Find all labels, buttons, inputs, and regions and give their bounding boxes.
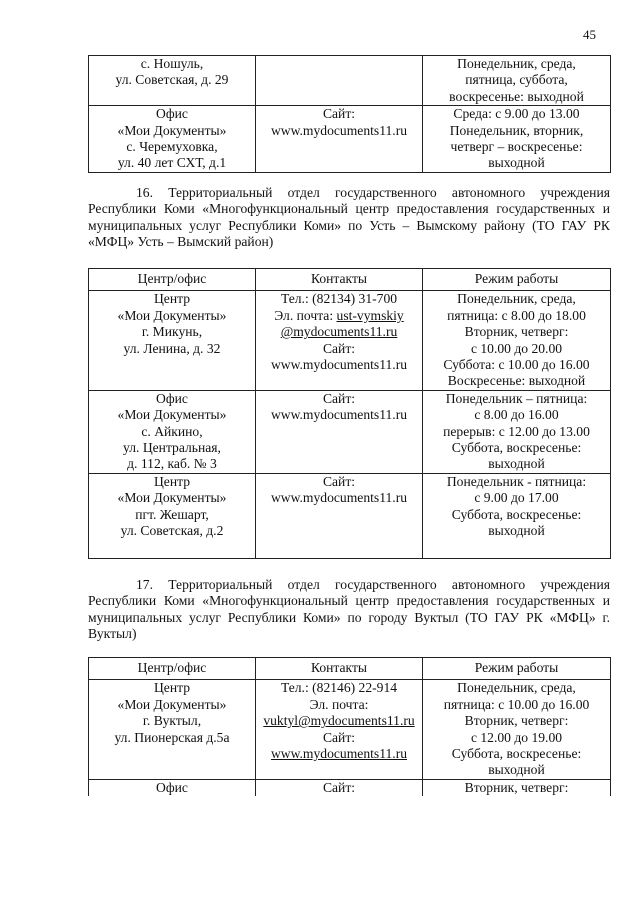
office-line: «Мои Документы» xyxy=(117,307,227,323)
contacts-line: Эл. почта: xyxy=(309,696,369,712)
office-line: Центр xyxy=(153,473,191,489)
hours-line: перерыв: с 12.00 до 13.00 xyxy=(443,423,590,439)
hours-line: Понедельник, среда, xyxy=(457,680,576,696)
page-number: 45 xyxy=(583,27,596,42)
office-line: с. Айкино, xyxy=(141,423,203,439)
office-line: г. Микунь, xyxy=(141,324,203,340)
column-header-contacts: Контакты xyxy=(256,269,423,291)
section-16-heading: 16. Территориальный отдел государственного автономного учреждения Республики Коми «Многофункциональный центр предоставления государственных и муниципальных услуг Республики Коми» по Усть – Вымскому району (ТО ГАУ РК «МФЦ» Усть – Вымский район) xyxy=(88,185,610,250)
table-row xyxy=(89,56,611,106)
hours-line: Суббота, воскресенье: xyxy=(451,746,582,762)
contacts-line: www.mydocuments11.ru xyxy=(270,357,408,373)
column-header-office: Центр/офис xyxy=(89,658,256,680)
hours-line: с 9.00 до 17.00 xyxy=(474,490,559,506)
hours-line: Вторник, четверг: xyxy=(464,713,569,729)
contacts-line: Сайт: xyxy=(322,106,356,122)
cell-contacts xyxy=(256,473,423,558)
contacts-line: Сайт: xyxy=(322,390,356,406)
office-line: ул. Пионерская д.5а xyxy=(114,729,230,745)
hours-line: Понедельник – пятница: xyxy=(445,390,588,406)
hours-line: Понедельник, среда, xyxy=(457,291,576,307)
cell-hours xyxy=(423,473,611,558)
cell-office xyxy=(89,473,256,558)
office-line: с. Черемуховка, xyxy=(126,139,218,155)
office-line: «Мои Документы» xyxy=(117,407,227,423)
office-line: «Мои Документы» xyxy=(117,696,227,712)
column-header-hours: Режим работы xyxy=(423,658,611,680)
hours-line: пятница: с 8.00 до 18.00 xyxy=(447,307,586,323)
office-line: г. Вуктыл, xyxy=(142,713,202,729)
cell-office xyxy=(89,680,256,779)
hours-line: Понедельник - пятница: xyxy=(446,473,587,489)
table-row-continued xyxy=(89,779,611,796)
table-header-row xyxy=(89,658,611,680)
contacts-line: Тел.: (82134) 31-700 xyxy=(280,291,398,307)
hours-line: Понедельник, среда, xyxy=(457,56,576,71)
hours-line: Суббота, воскресенье: xyxy=(451,440,582,456)
contacts-line: Сайт: xyxy=(322,729,356,745)
office-line: ул. Советская, д. 29 xyxy=(115,72,229,88)
table-section-17 xyxy=(88,657,611,796)
hours-line: Суббота: с 10.00 до 16.00 xyxy=(443,357,590,373)
cell-office xyxy=(89,390,256,473)
hours-line: с 10.00 до 20.00 xyxy=(470,340,563,356)
contacts-line: @mydocuments11.ru xyxy=(280,324,398,340)
cell-hours xyxy=(423,390,611,473)
table-row xyxy=(89,680,611,779)
column-header-office: Центр/офис xyxy=(89,269,256,291)
contacts-line: Сайт: xyxy=(322,340,356,356)
office-line: ул. Советская, д.2 xyxy=(120,523,224,539)
office-line: ул. 40 лет СХТ, д.1 xyxy=(117,155,227,171)
cell-contacts xyxy=(256,390,423,473)
section-17-heading: 17. Территориальный отдел государственного автономного учреждения Республики Коми «Многофункциональный центр предоставления государственных и муниципальных услуг Республики Коми» по городу Вуктыл (ТО ГАУ РК «МФЦ» г. Вуктыл) xyxy=(88,577,610,642)
contacts-line: www.mydocuments11.ru xyxy=(270,407,408,423)
contacts-line: www.mydocuments11.ru xyxy=(270,122,408,138)
cell-hours xyxy=(423,291,611,390)
hours-line: выходной xyxy=(488,155,545,171)
table-row xyxy=(89,473,611,558)
office-line: ул. Центральная, xyxy=(123,440,221,456)
cell-office xyxy=(89,106,256,173)
cell-hours xyxy=(423,106,611,173)
cell-contacts xyxy=(256,106,423,173)
cell-hours xyxy=(423,56,611,106)
table-header-row xyxy=(89,269,611,291)
table-row xyxy=(89,390,611,473)
office-line: Центр xyxy=(153,680,191,696)
office-line: Офис xyxy=(156,106,188,122)
cell-contacts xyxy=(256,680,423,779)
hours-line: с 12.00 до 19.00 xyxy=(470,729,563,745)
contacts-line: www.mydocuments11.ru xyxy=(270,490,408,506)
contacts-line: www.mydocuments11.ru xyxy=(270,746,408,762)
cell-office xyxy=(89,56,256,106)
office-line: пгт. Жешарт, xyxy=(135,506,209,522)
table-row xyxy=(89,291,611,390)
office-line: ул. Ленина, д. 32 xyxy=(123,340,221,356)
cell-hours xyxy=(423,680,611,779)
hours-line: пятница: с 10.00 до 16.00 xyxy=(443,696,590,712)
table-section-16 xyxy=(88,268,611,559)
contacts-line: Эл. почта: ust-vymskiy xyxy=(274,307,404,323)
hours-line: выходной xyxy=(488,762,545,778)
hours-line: Суббота, воскресенье: xyxy=(451,506,582,522)
office-line: «Мои Документы» xyxy=(117,490,227,506)
contacts-line: Тел.: (82146) 22-914 xyxy=(280,680,398,696)
hours-line: воскресенье: выходной xyxy=(449,88,584,104)
hours-line: четверг – воскресенье: xyxy=(450,139,583,155)
hours-line: Понедельник, вторник, xyxy=(449,122,584,138)
hours-line: пятница, суббота, xyxy=(465,72,568,88)
office-line: с. Ношуль, xyxy=(140,56,204,71)
office-line: Центр xyxy=(153,291,191,307)
cell-contacts xyxy=(256,56,423,106)
table-row xyxy=(89,106,611,173)
hours-line: выходной xyxy=(488,456,545,472)
hours-line: Среда: с 9.00 до 13.00 xyxy=(453,106,580,122)
hours-line: выходной xyxy=(488,523,545,539)
hours-line: Воскресенье: выходной xyxy=(447,373,586,389)
cell-office: Офис xyxy=(89,779,256,796)
contacts-line: vuktyl@mydocuments11.ru xyxy=(263,713,415,729)
column-header-hours: Режим работы xyxy=(423,269,611,291)
cell-office xyxy=(89,291,256,390)
cell-contacts: Сайт: xyxy=(256,779,423,796)
column-header-contacts: Контакты xyxy=(256,658,423,680)
hours-line: Вторник, четверг: xyxy=(464,324,569,340)
office-line: д. 112, каб. № 3 xyxy=(127,456,217,472)
office-line: Офис xyxy=(156,390,188,406)
cell-contacts xyxy=(256,291,423,390)
table-top xyxy=(88,55,611,173)
office-line: «Мои Документы» xyxy=(117,122,227,138)
hours-line: с 8.00 до 16.00 xyxy=(474,407,559,423)
cell-hours: Вторник, четверг: xyxy=(423,779,611,796)
contacts-line: Сайт: xyxy=(322,473,356,489)
